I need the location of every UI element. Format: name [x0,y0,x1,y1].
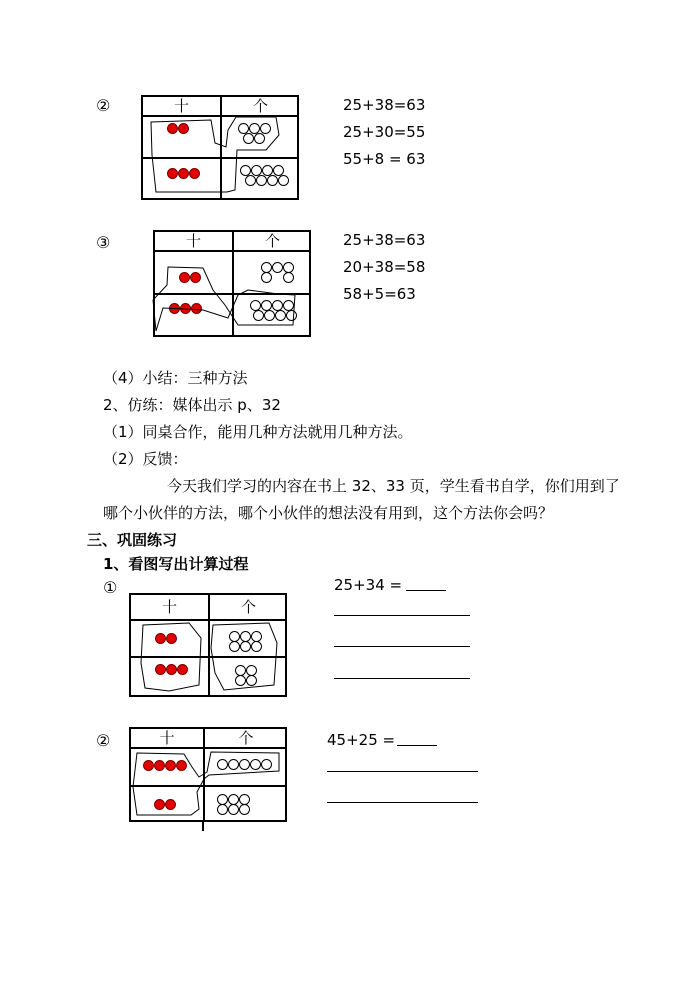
ones-header: 个 [264,232,280,250]
practice-1-work-line-3[interactable] [334,678,470,679]
practice-2-equation: 45+25 = [327,731,396,749]
practice-2-work-line-1[interactable] [327,771,478,772]
summary-line: （4）小结：三种方法 [103,369,248,387]
imitate-line: 2、仿练：媒体出示 p、32 [103,396,281,414]
tens-header: 十 [159,729,175,747]
ex2-equation-3: 55+8 = 63 [343,150,426,168]
practice-1-answer-blank[interactable] [406,590,446,591]
grouping-outline-ex3 [153,230,313,337]
cooperation-line: （1）同桌合作，能用几种方法就用几种方法。 [103,423,413,441]
paragraph-line-2: 哪个小伙伴的方法，哪个小伙伴的想法没有用到，这个方法你会吗？ [103,504,554,522]
practice-1-marker: ① [103,578,118,597]
example-2-marker: ② [96,96,111,115]
section-heading: 三、巩固练习 [87,531,178,549]
ex3-equation-2: 20+38=58 [343,258,426,276]
tens-header: 十 [185,232,201,250]
ones-header: 个 [252,97,268,115]
task-heading: 1、看图写出计算过程 [103,555,249,573]
ones-header: 个 [240,598,256,616]
practice-2-marker: ② [96,731,111,750]
grouping-outline-ex2 [141,95,301,200]
feedback-line: （2）反馈： [103,450,188,468]
practice-1-work-line-2[interactable] [334,646,470,647]
ex3-equation-3: 58+5=63 [343,285,416,303]
practice-1-work-line-1[interactable] [334,615,470,616]
ones-header: 个 [238,729,254,747]
grouping-outline-practice-1 [129,593,289,697]
paragraph-line-1: 今天我们学习的内容在书上 32、33 页，学生看书自学，你们用到了 [167,477,620,495]
ex3-equation-1: 25+38=63 [343,231,426,249]
tens-header: 十 [173,97,189,115]
grouping-outline-practice-2 [129,727,289,837]
practice-1-equation: 25+34 = [334,576,403,594]
ex2-equation-1: 25+38=63 [343,96,426,114]
tens-header: 十 [161,598,177,616]
example-3-marker: ③ [96,233,111,252]
practice-2-answer-blank[interactable] [397,745,437,746]
practice-2-work-line-2[interactable] [327,802,478,803]
ex2-equation-2: 25+30=55 [343,123,426,141]
